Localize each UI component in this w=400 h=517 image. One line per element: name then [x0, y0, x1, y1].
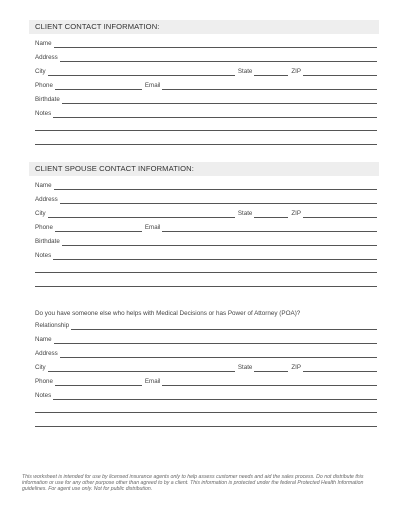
spouse-name-label: Name — [35, 182, 52, 189]
poa-question: Do you have someone else who helps with Medical Decisions or has Power of Attorney (POA)? — [35, 310, 301, 317]
client-phone-label: Phone — [35, 82, 53, 89]
spouse-birthdate-row — [35, 236, 377, 246]
spouse-birthdate-field[interactable] — [62, 239, 377, 246]
client-phone-field[interactable] — [55, 83, 142, 90]
poa-zip-field[interactable] — [303, 365, 377, 372]
spouse-notes-line-2[interactable] — [35, 272, 377, 273]
poa-city-label: City — [35, 364, 46, 371]
spouse-contact-header: CLIENT SPOUSE CONTACT INFORMATION: — [29, 162, 379, 176]
client-notes-line-2[interactable] — [35, 130, 377, 131]
spouse-name-field[interactable] — [54, 183, 377, 190]
client-email-field[interactable] — [162, 83, 377, 90]
poa-notes-label: Notes — [35, 392, 52, 399]
spouse-zip-field[interactable] — [303, 211, 377, 218]
client-address-field[interactable] — [60, 55, 377, 62]
poa-email-label: Email — [144, 378, 161, 385]
client-birthdate-row — [35, 94, 377, 104]
client-name-field[interactable] — [54, 41, 377, 48]
poa-state-field[interactable] — [254, 365, 288, 372]
poa-relationship-row — [35, 320, 377, 330]
spouse-email-label: Email — [144, 224, 161, 231]
poa-state-label: State — [237, 364, 253, 371]
client-city-row — [35, 66, 377, 76]
spouse-zip-label: ZIP — [291, 210, 301, 217]
poa-relationship-label: Relationship — [35, 322, 70, 329]
spouse-notes-field[interactable] — [53, 253, 377, 260]
spouse-state-field[interactable] — [254, 211, 288, 218]
spouse-name-row — [35, 180, 377, 190]
poa-address-label: Address — [35, 350, 58, 357]
client-zip-field[interactable] — [303, 69, 377, 76]
client-notes-line-3[interactable] — [35, 144, 377, 145]
client-state-label: State — [237, 68, 253, 75]
spouse-email-field[interactable] — [162, 225, 377, 232]
client-notes-row — [35, 108, 377, 118]
client-address-row — [35, 52, 377, 62]
spouse-city-field[interactable] — [48, 211, 235, 218]
client-birthdate-field[interactable] — [62, 97, 377, 104]
client-phone-row — [35, 80, 377, 90]
spouse-address-label: Address — [35, 196, 58, 203]
client-contact-header: CLIENT CONTACT INFORMATION: — [29, 20, 379, 34]
client-notes-label: Notes — [35, 110, 52, 117]
client-state-field[interactable] — [254, 69, 288, 76]
client-city-field[interactable] — [48, 69, 235, 76]
poa-name-label: Name — [35, 336, 52, 343]
poa-phone-label: Phone — [35, 378, 53, 385]
spouse-birthdate-label: Birthdate — [35, 238, 60, 245]
poa-address-row — [35, 348, 377, 358]
poa-city-row — [35, 362, 377, 372]
client-name-label: Name — [35, 40, 52, 47]
poa-notes-row — [35, 390, 377, 400]
poa-address-field[interactable] — [60, 351, 377, 358]
spouse-phone-field[interactable] — [55, 225, 142, 232]
client-address-label: Address — [35, 54, 58, 61]
client-notes-field[interactable] — [53, 111, 377, 118]
poa-zip-label: ZIP — [291, 364, 301, 371]
client-email-label: Email — [144, 82, 161, 89]
spouse-city-label: City — [35, 210, 46, 217]
poa-phone-row — [35, 376, 377, 386]
spouse-phone-row — [35, 222, 377, 232]
spouse-phone-label: Phone — [35, 224, 53, 231]
poa-city-field[interactable] — [48, 365, 235, 372]
poa-notes-line-3[interactable] — [35, 426, 377, 427]
client-city-label: City — [35, 68, 46, 75]
poa-name-field[interactable] — [54, 337, 377, 344]
poa-notes-field[interactable] — [53, 393, 377, 400]
spouse-address-field[interactable] — [60, 197, 377, 204]
spouse-city-row — [35, 208, 377, 218]
spouse-address-row — [35, 194, 377, 204]
poa-email-field[interactable] — [162, 379, 377, 386]
poa-phone-field[interactable] — [55, 379, 142, 386]
client-name-row — [35, 38, 377, 48]
footer-disclaimer: This worksheet is intended for use by licensed insurance agents only to help assess customer needs and aid the sales process. Do not distribute this information or use for any other purpose other than agreed to by a client. This information is protected under the federal Protected Health Information guidelines. For agent use only. Not for public distribution. — [22, 474, 364, 493]
spouse-notes-row — [35, 250, 377, 260]
poa-notes-line-2[interactable] — [35, 412, 377, 413]
spouse-state-label: State — [237, 210, 253, 217]
client-zip-label: ZIP — [291, 68, 301, 75]
poa-relationship-field[interactable] — [71, 323, 377, 330]
spouse-notes-line-3[interactable] — [35, 286, 377, 287]
client-birthdate-label: Birthdate — [35, 96, 60, 103]
spouse-notes-label: Notes — [35, 252, 52, 259]
poa-name-row — [35, 334, 377, 344]
